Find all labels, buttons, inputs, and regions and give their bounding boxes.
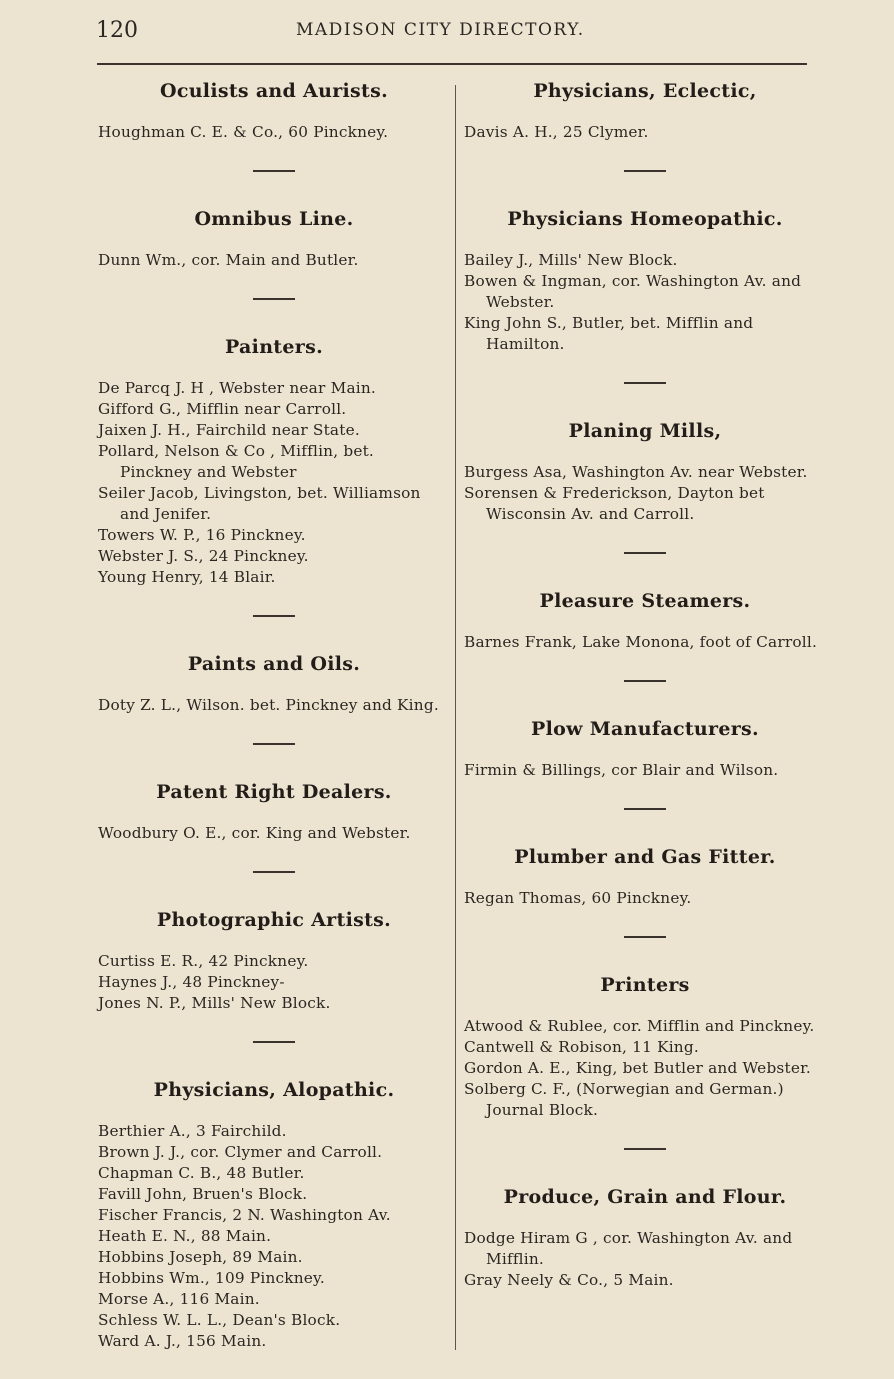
section-separator xyxy=(624,936,666,938)
directory-entry: Morse A., 116 Main. xyxy=(98,1290,260,1308)
right-column xyxy=(464,80,826,1291)
section-separator xyxy=(624,680,666,682)
section-heading: Planing Mills, xyxy=(568,420,722,442)
directory-entry: Jaixen J. H., Fairchild near State. xyxy=(98,421,360,439)
directory-entry: Chapman C. B., 48 Butler. xyxy=(98,1164,305,1182)
entry-list xyxy=(98,695,450,716)
section-heading: Physicians, Eclectic, xyxy=(533,80,757,102)
directory-entry: Gifford G., Mifflin near Carroll. xyxy=(98,400,347,418)
entry-list xyxy=(464,1016,826,1121)
entry-list xyxy=(464,462,826,525)
section-heading: Oculists and Aurists. xyxy=(159,80,389,102)
directory-section xyxy=(98,80,450,143)
section-heading: Photographic Artists. xyxy=(156,909,392,931)
directory-entry: Dodge Hiram G , cor. Washington Av. and Mifflin. xyxy=(464,1229,793,1268)
entry-list xyxy=(98,250,450,271)
section-separator xyxy=(253,743,295,745)
directory-entry: Towers W. P., 16 Pinckney. xyxy=(98,526,306,544)
entry-list xyxy=(98,1121,450,1352)
directory-section xyxy=(98,909,450,1014)
section-heading: Paints and Oils. xyxy=(187,653,361,675)
directory-entry: Woodbury O. E., cor. King and Webster. xyxy=(98,824,411,842)
section-separator xyxy=(624,382,666,384)
directory-entry: Fischer Francis, 2 N. Washington Av. xyxy=(98,1206,391,1224)
section-heading: Physicians Homeopathic. xyxy=(507,208,783,230)
directory-section xyxy=(464,208,826,355)
directory-entry: De Parcq J. H , Webster near Main. xyxy=(98,379,376,397)
section-heading: Painters. xyxy=(224,336,323,358)
directory-entry: Firmin & Billings, cor Blair and Wilson. xyxy=(464,761,779,779)
directory-section xyxy=(464,718,826,781)
directory-section xyxy=(464,420,826,525)
directory-entry: Sorensen & Frederickson, Dayton bet Wisconsin Av. and Carroll. xyxy=(464,484,765,523)
entry-list xyxy=(464,122,826,143)
section-separator xyxy=(624,1148,666,1150)
directory-section xyxy=(98,208,450,271)
directory-section xyxy=(98,653,450,716)
directory-entry: Dunn Wm., cor. Main and Butler. xyxy=(98,251,359,269)
directory-entry: Houghman C. E. & Co., 60 Pinckney. xyxy=(98,123,389,141)
directory-entry: Cantwell & Robison, 11 King. xyxy=(464,1038,699,1056)
directory-section xyxy=(98,781,450,844)
directory-entry: Haynes J., 48 Pinckney- xyxy=(98,973,285,991)
section-heading: Physicians, Alopathic. xyxy=(153,1079,395,1101)
entry-list xyxy=(464,632,826,653)
directory-entry: Bailey J., Mills' New Block. xyxy=(464,251,678,269)
entry-list xyxy=(464,1228,826,1291)
directory-entry: Brown J. J., cor. Clymer and Carroll. xyxy=(98,1143,383,1161)
directory-entry: Hobbins Wm., 109 Pinckney. xyxy=(98,1269,325,1287)
section-separator xyxy=(624,808,666,810)
section-separator xyxy=(253,170,295,172)
section-separator xyxy=(624,552,666,554)
directory-entry: Webster J. S., 24 Pinckney. xyxy=(98,547,309,565)
section-separator xyxy=(253,871,295,873)
directory-entry: Hobbins Joseph, 89 Main. xyxy=(98,1248,303,1266)
section-heading: Pleasure Steamers. xyxy=(539,590,751,612)
entry-list xyxy=(98,378,450,588)
section-heading: Patent Right Dealers. xyxy=(156,781,392,803)
directory-entry: Gordon A. E., King, bet Butler and Webster. xyxy=(464,1059,811,1077)
directory-entry: Bowen & Ingman, cor. Washington Av. and Webster. xyxy=(464,272,802,311)
column-divider xyxy=(455,85,456,1350)
left-column xyxy=(98,80,450,1352)
directory-entry: Pollard, Nelson & Co , Mifflin, bet. Pinckney and Webster xyxy=(98,442,374,481)
entry-list xyxy=(98,122,450,143)
entry-list xyxy=(464,250,826,355)
directory-entry: Seiler Jacob, Livingston, bet. Williamson and Jenifer. xyxy=(98,484,421,523)
directory-entry: Solberg C. F., (Norwegian and German.) Journal Block. xyxy=(464,1080,784,1119)
directory-entry: Regan Thomas, 60 Pinckney. xyxy=(464,889,692,907)
directory-entry: Barnes Frank, Lake Monona, foot of Carroll. xyxy=(464,633,818,651)
directory-entry: Burgess Asa, Washington Av. near Webster. xyxy=(464,463,808,481)
directory-entry: Schless W. L. L., Dean's Block. xyxy=(98,1311,341,1329)
directory-section xyxy=(464,974,826,1121)
directory-section xyxy=(464,590,826,653)
section-separator xyxy=(253,1041,295,1043)
section-heading: Plumber and Gas Fitter. xyxy=(514,846,776,868)
directory-section xyxy=(98,1079,450,1352)
section-separator xyxy=(253,298,295,300)
directory-entry: Young Henry, 14 Blair. xyxy=(98,568,276,586)
section-separator xyxy=(253,615,295,617)
directory-entry: Atwood & Rublee, cor. Mifflin and Pinckney. xyxy=(464,1017,815,1035)
directory-entry: Curtiss E. R., 42 Pinckney. xyxy=(98,952,309,970)
directory-entry: Gray Neely & Co., 5 Main. xyxy=(464,1271,674,1289)
directory-section xyxy=(464,80,826,143)
directory-entry: Favill John, Bruen's Block. xyxy=(98,1185,308,1203)
section-separator xyxy=(624,170,666,172)
entry-list xyxy=(464,760,826,781)
directory-entry: Davis A. H., 25 Clymer. xyxy=(464,123,649,141)
directory-entry: Berthier A., 3 Fairchild. xyxy=(98,1122,287,1140)
section-heading: Omnibus Line. xyxy=(194,208,354,230)
section-heading: Produce, Grain and Flour. xyxy=(503,1186,787,1208)
entry-list xyxy=(98,951,450,1014)
directory-section xyxy=(464,846,826,909)
header-rule xyxy=(97,63,807,65)
page-number: 120 xyxy=(96,18,138,43)
directory-entry: King John S., Butler, bet. Mifflin and Hamilton. xyxy=(464,314,754,353)
entry-list xyxy=(98,823,450,844)
directory-entry: Jones N. P., Mills' New Block. xyxy=(98,994,331,1012)
entry-list xyxy=(464,888,826,909)
running-title: MADISON CITY DIRECTORY. xyxy=(296,20,585,40)
directory-entry: Heath E. N., 88 Main. xyxy=(98,1227,272,1245)
section-heading: Plow Manufacturers. xyxy=(531,718,759,740)
directory-section xyxy=(98,336,450,588)
directory-entry: Ward A. J., 156 Main. xyxy=(98,1332,267,1350)
section-heading: Printers xyxy=(600,974,690,996)
page-header xyxy=(96,14,806,48)
directory-section xyxy=(464,1186,826,1291)
directory-entry: Doty Z. L., Wilson. bet. Pinckney and King. xyxy=(98,696,439,714)
